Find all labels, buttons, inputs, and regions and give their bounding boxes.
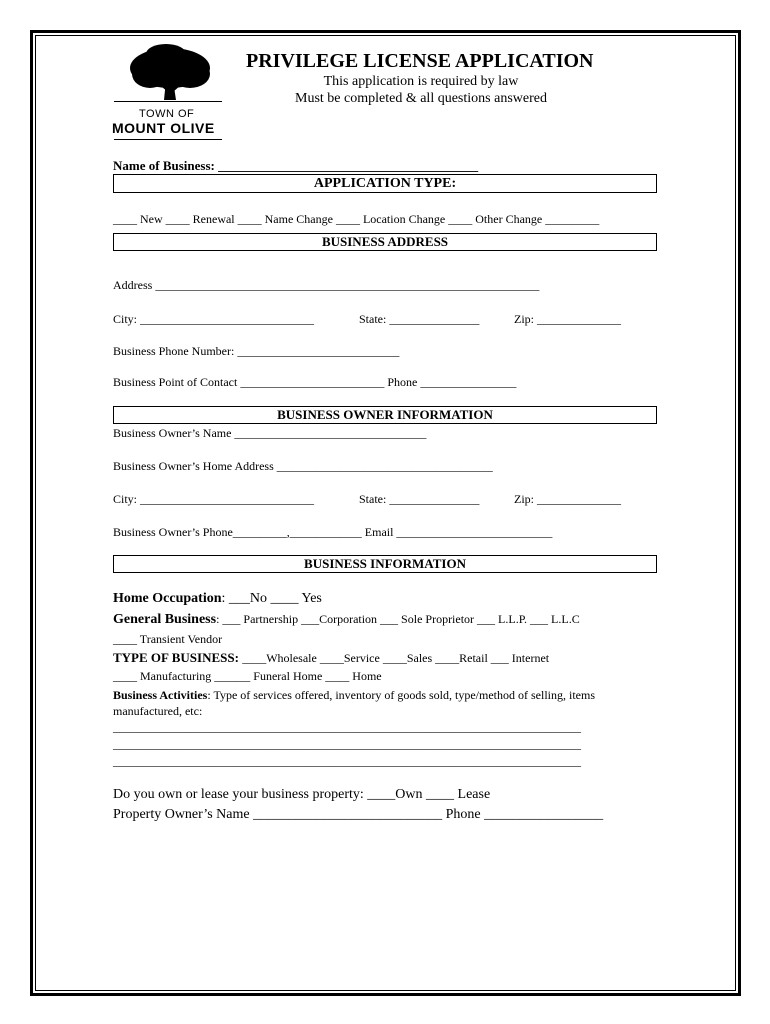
tree-icon bbox=[128, 44, 212, 102]
home-occupation-label: Home Occupation bbox=[113, 591, 222, 606]
transient-vendor-option[interactable]: ____ Transient Vendor bbox=[113, 632, 223, 646]
owner-name-field[interactable]: Business Owner’s Name ________________________________ bbox=[113, 426, 427, 440]
business-activities-label: Business Activities bbox=[113, 688, 208, 702]
business-info-heading: BUSINESS INFORMATION bbox=[113, 555, 657, 573]
owner-state-field[interactable]: State: _______________ bbox=[359, 492, 480, 506]
business-activities-description: : Type of services offered, inventory of goods sold, type/method of selling, items bbox=[207, 688, 595, 702]
owner-phone-email-field[interactable]: Business Owner’s Phone_________,____________ Email __________________________ bbox=[113, 525, 553, 539]
form-title: PRIVILEGE LICENSE APPLICATION bbox=[246, 50, 594, 72]
home-occupation-options[interactable]: : ___No ____ Yes bbox=[221, 591, 322, 606]
own-or-lease-row[interactable]: Do you own or lease your business property: ____Own ____ Lease bbox=[113, 787, 491, 802]
owner-city-field[interactable]: City: _____________________________ bbox=[113, 492, 315, 506]
type-of-business-options-2[interactable]: ____ Manufacturing ______ Funeral Home ____ Home bbox=[113, 669, 382, 683]
activities-blank-line[interactable]: ______________________________________________________________________________ bbox=[113, 737, 581, 751]
property-owner-row[interactable]: Property Owner’s Name ___________________________ Phone _________________ bbox=[113, 807, 604, 822]
business-phone-field[interactable]: Business Phone Number: ___________________________ bbox=[113, 344, 400, 358]
owner-home-address-field[interactable]: Business Owner’s Home Address ____________________________________ bbox=[113, 459, 493, 473]
header-line-1: This application is required by law bbox=[323, 74, 519, 89]
owner-zip-field[interactable]: Zip: ______________ bbox=[514, 492, 621, 506]
application-type-options[interactable]: ____ New ____ Renewal ____ Name Change ____ Location Change ____ Other Change _________ bbox=[113, 212, 600, 226]
zip-field[interactable]: Zip: ______________ bbox=[514, 312, 621, 326]
business-activities-description-2: manufactured, etc: bbox=[113, 704, 203, 718]
owner-info-heading: BUSINESS OWNER INFORMATION bbox=[113, 406, 657, 424]
logo-town-name: MOUNT OLIVE bbox=[112, 120, 215, 136]
general-business-label: General Business bbox=[113, 612, 217, 627]
state-field[interactable]: State: _______________ bbox=[359, 312, 480, 326]
home-occupation-row[interactable] bbox=[113, 591, 322, 607]
activities-blank-line[interactable]: ______________________________________________________________________________ bbox=[113, 754, 581, 768]
type-of-business-options[interactable]: ____Wholesale ____Service ____Sales ____Retail ___ Internet bbox=[242, 651, 550, 665]
point-of-contact-field[interactable]: Business Point of Contact ________________________ Phone ________________ bbox=[113, 375, 517, 389]
logo-rule-bottom bbox=[114, 139, 222, 140]
general-business-row[interactable] bbox=[113, 612, 580, 628]
general-business-options[interactable]: : ___ Partnership ___Corporation ___ Sole Proprietor ___ L.L.P. ___ L.L.C bbox=[216, 612, 580, 626]
header-line-2: Must be completed & all questions answered bbox=[295, 91, 547, 106]
logo-town-of: TOWN OF bbox=[139, 108, 195, 120]
application-type-heading: APPLICATION TYPE: bbox=[113, 174, 657, 193]
city-field[interactable]: City: _____________________________ bbox=[113, 312, 315, 326]
activities-blank-line[interactable]: ______________________________________________________________________________ bbox=[113, 720, 581, 734]
business-address-heading: BUSINESS ADDRESS bbox=[113, 233, 657, 251]
business-name-field[interactable]: Name of Business: ________________________________________ bbox=[113, 158, 479, 173]
business-activities-row bbox=[113, 688, 595, 703]
type-of-business-row[interactable] bbox=[113, 650, 549, 666]
type-of-business-label: TYPE OF BUSINESS: bbox=[113, 650, 243, 665]
address-field[interactable]: Address ________________________________________________________________ bbox=[113, 278, 540, 292]
logo-rule-top bbox=[114, 101, 222, 102]
